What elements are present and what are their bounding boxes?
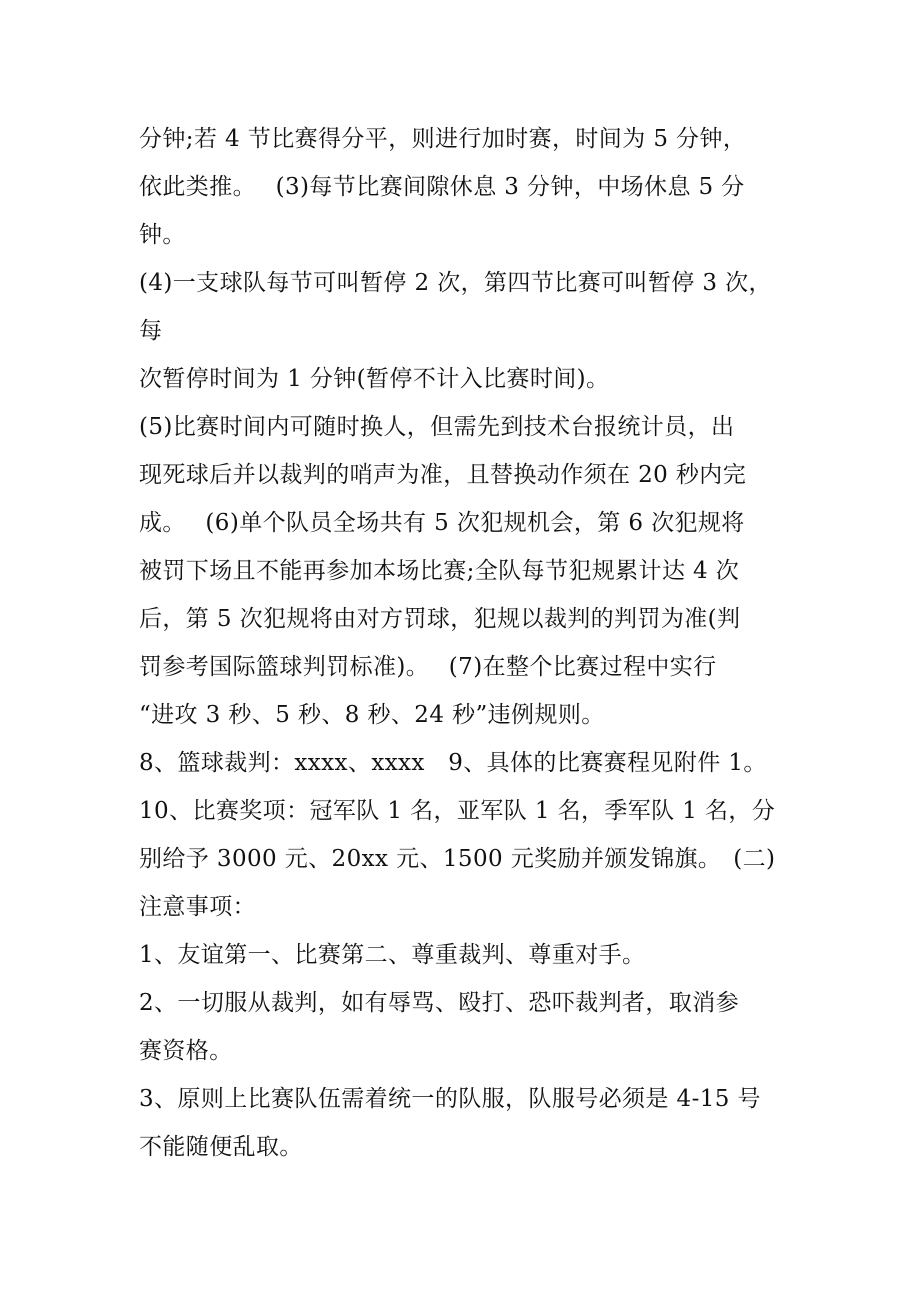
text-line: 别给予 3000 元、20xx 元、1500 元奖励并颁发锦旗。 (二) [139, 846, 776, 872]
text-line: 成。 (6)单个队员全场共有 5 次犯规机会，第 6 次犯规将 [139, 510, 745, 536]
text-line: 每 [139, 318, 163, 344]
text-line: 依此类推。 (3)每节比赛间隙休息 3 分钟，中场休息 5 分 [139, 174, 745, 200]
text-line: 次暂停时间为 1 分钟(暂停不计入比赛时间)。 [139, 366, 610, 392]
text-line: 分钟;若 4 节比赛得分平，则进行加时赛，时间为 5 分钟， [139, 126, 747, 152]
text-line: 现死球后并以裁判的哨声为准，且替换动作须在 20 秒内完 [139, 462, 747, 488]
text-line: 钟。 [139, 222, 186, 248]
text-line: 赛资格。 [139, 1038, 233, 1064]
text-line: (4)一支球队每节可叫暂停 2 次，第四节比赛可叫暂停 3 次， [139, 270, 772, 296]
text-line: 罚参考国际篮球判罚标准)。 (7)在整个比赛过程中实行 [139, 654, 717, 680]
text-line: (5)比赛时间内可随时换人，但需先到技术台报统计员，出 [139, 414, 735, 440]
document-body [139, 115, 799, 1171]
text-line: 8、篮球裁判：xxxx、xxxx 9、具体的比赛赛程见附件 1。 [139, 750, 767, 776]
text-line: 被罚下场且不能再参加本场比赛;全队每节犯规累计达 4 次 [139, 558, 740, 584]
text-line: “进攻 3 秒、5 秒、8 秒、24 秒”违例规则。 [139, 702, 605, 728]
text-line: 1、友谊第一、比赛第二、尊重裁判、尊重对手。 [139, 942, 646, 968]
text-line: 3、原则上比赛队伍需着统一的队服，队服号必须是 4-15 号 [139, 1086, 761, 1112]
text-line: 不能随便乱取。 [139, 1134, 303, 1160]
text-line: 后，第 5 次犯规将由对方罚球，犯规以裁判的判罚为准(判 [139, 606, 741, 632]
text-line: 10、比赛奖项：冠军队 1 名，亚军队 1 名，季军队 1 名，分 [139, 798, 776, 824]
text-line: 注意事项： [139, 894, 256, 920]
text-line: 2、一切服从裁判，如有辱骂、殴打、恐吓裁判者，取消参 [139, 990, 740, 1016]
